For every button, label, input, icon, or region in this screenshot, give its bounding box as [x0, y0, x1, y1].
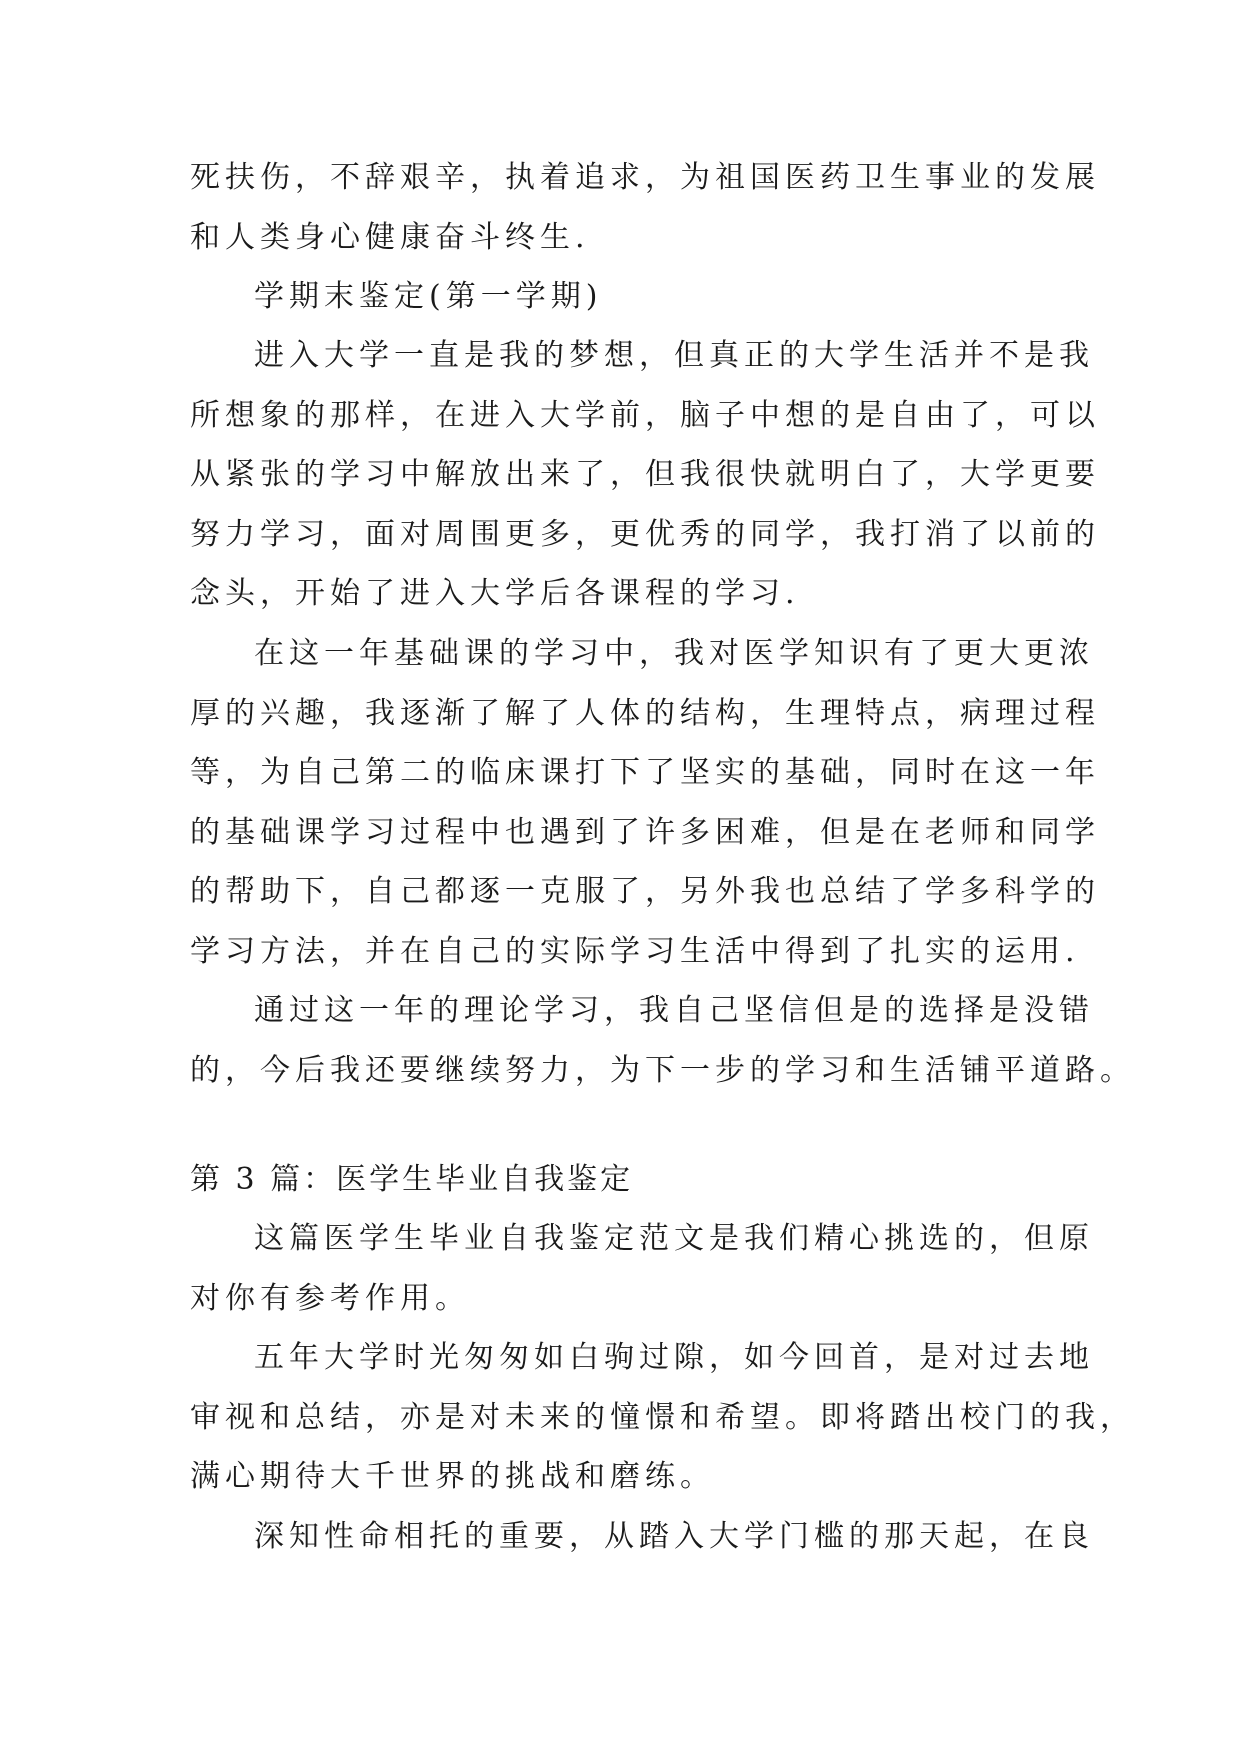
- text-line: 的帮助下，自己都逐一克服了，另外我也总结了学多科学的: [190, 874, 1100, 909]
- text-line: 深知性命相托的重要，从踏入大学门槛的那天起，在良: [254, 1519, 1094, 1554]
- text-line: 满心期待大千世界的挑战和磨练。: [190, 1459, 715, 1494]
- text-line: 等，为自己第二的临床课打下了坚实的基础，同时在这一年: [190, 755, 1100, 790]
- text-line: 厚的兴趣，我逐渐了解了人体的结构，生理特点，病理过程: [190, 695, 1100, 731]
- text-line: 念头，开始了进入大学后各课程的学习.: [190, 576, 800, 611]
- section-subtitle-semester-review: [190, 267, 1050, 327]
- paragraph-basic-courses: [190, 624, 1100, 981]
- paragraph-continuation: [190, 148, 1100, 267]
- paragraph-theory-study: [190, 981, 1135, 1100]
- text-line: 审视和总结，亦是对未来的憧憬和希望。即将踏出校门的我，: [190, 1399, 1135, 1435]
- text-line: 所想象的那样，在进入大学前，脑子中想的是自由了，可以: [190, 397, 1100, 433]
- text-line: 努力学习，面对周围更多，更优秀的同学，我打消了以前的: [190, 516, 1100, 552]
- text-line: 五年大学时光匆匆如白驹过隙，如今回首，是对过去地: [254, 1340, 1094, 1375]
- text-line: 这篇医学生毕业自我鉴定范文是我们精心挑选的，但原: [254, 1221, 1094, 1256]
- paragraph-five-years: [190, 1328, 1135, 1507]
- paragraph-entering-university: [190, 326, 1100, 624]
- text-line: 从紧张的学习中解放出来了，但我很快就明白了，大学更要: [190, 457, 1100, 492]
- paragraph-life-entrusted: [190, 1507, 1094, 1567]
- text-line: 进入大学一直是我的梦想，但真正的大学生活并不是我: [254, 338, 1094, 373]
- article-heading: [190, 1150, 1050, 1210]
- text-line: 的，今后我还要继续努力，为下一步的学习和生活铺平道路。: [190, 1052, 1135, 1088]
- text-line: 学习方法，并在自己的实际学习生活中得到了扎实的运用.: [190, 933, 1080, 969]
- text-line: 通过这一年的理论学习，我自己坚信但是的选择是没错: [254, 993, 1094, 1028]
- heading-line: 第 3 篇：医学生毕业自我鉴定: [190, 1162, 634, 1197]
- text-line: 和人类身心健康奋斗终生.: [190, 219, 590, 255]
- text-line: 的基础课学习过程中也遇到了许多困难，但是在老师和同学: [190, 814, 1100, 850]
- text-line: 死扶伤，不辞艰辛，执着追求，为祖国医药卫生事业的发展: [190, 160, 1100, 195]
- paragraph-intro: [190, 1209, 1094, 1328]
- text-line: 对你有参考作用。: [190, 1280, 470, 1316]
- text-line: 在这一年基础课的学习中，我对医学知识有了更大更浓: [254, 636, 1094, 671]
- subtitle-line: 学期末鉴定(第一学期): [254, 279, 603, 314]
